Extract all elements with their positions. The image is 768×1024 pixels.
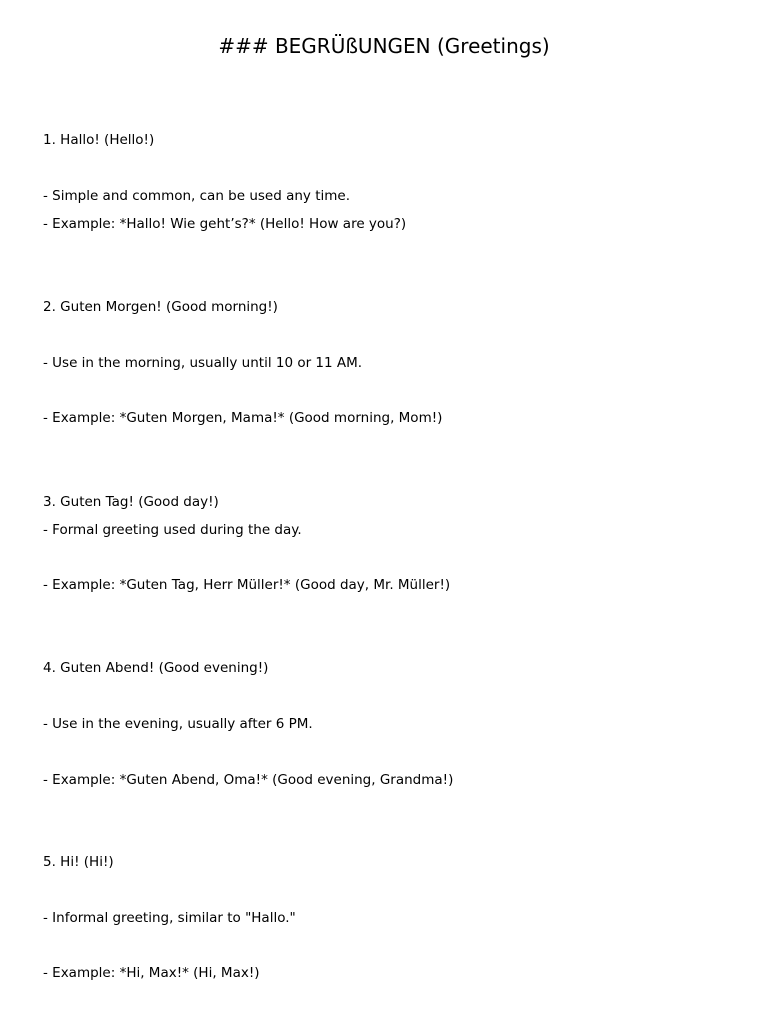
greeting-heading-guten-abend: 4. Guten Abend! (Good evening!) [43,660,269,676]
greeting-note-hallo: - Simple and common, can be used any time. [43,188,350,204]
greeting-example-guten-abend: - Example: *Guten Abend, Oma!* (Good evening, Grandma!) [43,772,454,788]
greeting-heading-hallo: 1. Hallo! (Hello!) [43,132,155,148]
greeting-note-hi: - Informal greeting, similar to "Hallo." [43,910,296,926]
greeting-heading-hi: 5. Hi! (Hi!) [43,854,114,870]
greeting-note-guten-tag: - Formal greeting used during the day. [43,522,302,538]
greeting-example-hallo: - Example: *Hallo! Wie geht’s?* (Hello! How are you?) [43,216,407,232]
greeting-heading-guten-tag: 3. Guten Tag! (Good day!) [43,494,219,510]
page-title: ### BEGRÜßUNGEN (Greetings) [218,34,550,58]
greeting-example-guten-morgen: - Example: *Guten Morgen, Mama!* (Good morning, Mom!) [43,410,443,426]
greeting-example-hi: - Example: *Hi, Max!* (Hi, Max!) [43,965,260,981]
greeting-heading-guten-morgen: 2. Guten Morgen! (Good morning!) [43,299,278,315]
greeting-example-guten-tag: - Example: *Guten Tag, Herr Müller!* (Good day, Mr. Müller!) [43,577,451,593]
greeting-note-guten-abend: - Use in the evening, usually after 6 PM. [43,716,313,732]
greeting-note-guten-morgen: - Use in the morning, usually until 10 or 11 AM. [43,355,363,371]
